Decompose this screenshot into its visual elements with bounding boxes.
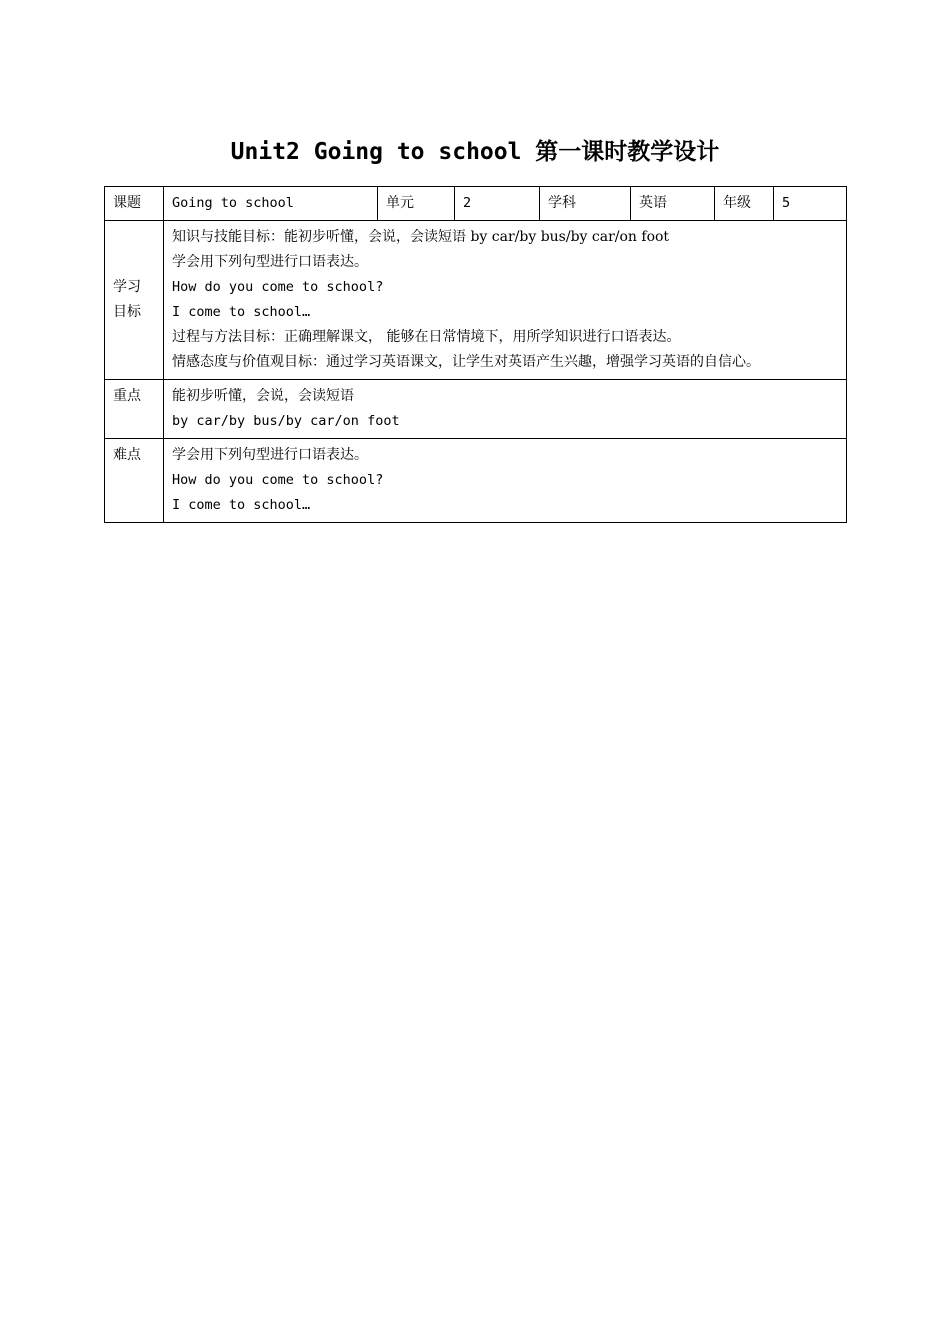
subject-label: 学科	[540, 187, 631, 221]
objectives-label-line1: 学习	[113, 279, 141, 295]
objective-attitude: 情感态度与价值观目标：通过学习英语课文，让学生对英语产生兴趣，增强学习英语的自信心。	[172, 354, 760, 370]
header-row	[105, 187, 847, 221]
lesson-plan-table	[104, 186, 847, 523]
grade-label: 年级	[715, 187, 774, 221]
difficult-point-answer: I come to school…	[172, 497, 311, 513]
objective-process: 过程与方法目标：正确理解课文， 能够在日常情境下，用所学知识进行口语表达。	[172, 329, 681, 345]
difficult-points-content	[164, 439, 847, 523]
objective-sentence-intro: 学会用下列句型进行口语表达。	[172, 254, 368, 270]
key-points-row	[105, 380, 847, 439]
key-point-phrases: by car/by bus/by car/on foot	[172, 413, 400, 429]
objective-answer: I come to school…	[172, 304, 311, 320]
topic-value: Going to school	[164, 187, 378, 221]
objectives-label-line2: 目标	[113, 304, 141, 320]
grade-value: 5	[774, 187, 847, 221]
objectives-label	[105, 221, 164, 380]
key-point-line: 能初步听懂，会说，会读短语	[172, 388, 354, 404]
unit-label: 单元	[378, 187, 455, 221]
key-points-label: 重点	[105, 380, 164, 439]
key-points-content	[164, 380, 847, 439]
difficult-point-intro: 学会用下列句型进行口语表达。	[172, 447, 368, 463]
topic-label: 课题	[105, 187, 164, 221]
objective-knowledge: 知识与技能目标：能初步听懂，会说，会读短语 by car/by bus/by car/on foot	[172, 229, 670, 245]
objectives-row	[105, 221, 847, 380]
difficult-points-row	[105, 439, 847, 523]
unit-value: 2	[455, 187, 540, 221]
objective-question: How do you come to school?	[172, 279, 384, 295]
subject-value: 英语	[631, 187, 715, 221]
page-title: Unit2 Going to school 第一课时教学设计	[230, 139, 720, 165]
objectives-content	[164, 221, 847, 380]
difficult-point-question: How do you come to school?	[172, 472, 384, 488]
difficult-points-label: 难点	[105, 439, 164, 523]
